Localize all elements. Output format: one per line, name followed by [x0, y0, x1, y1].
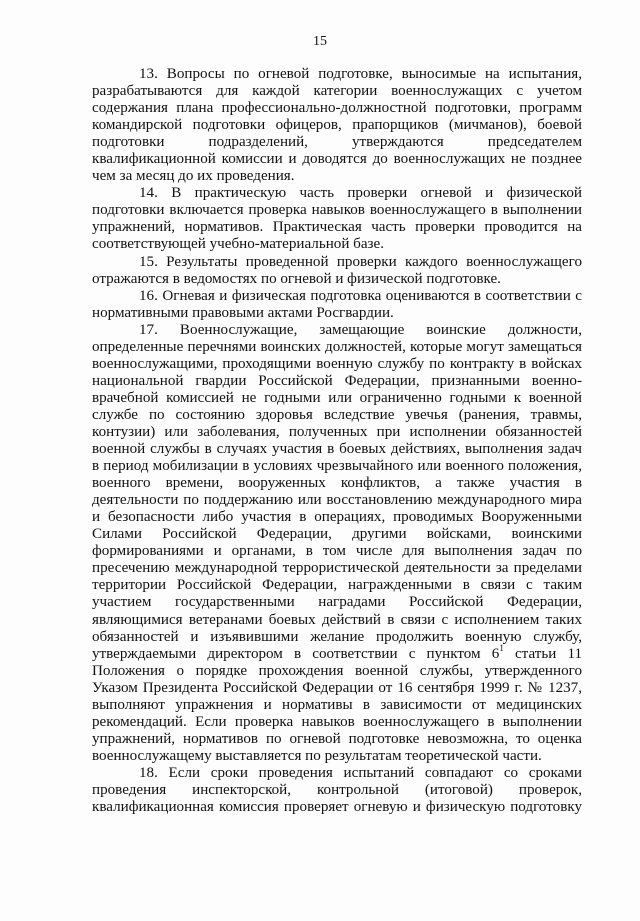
paragraph-13: 13. Вопросы по огневой подготовке, выносимые на испытания, разрабатываются для каждой категории военнослужащих с учетом содержания плана профессионально-должностной подготовки, программ командирской подготовки офицеров, прапорщиков (мичманов), боевой подготовки подразделений, утверждаются председателем квалификационной комиссии и доводятся до военнослужащих не позднее чем за месяц до их проведения.	[92, 66, 582, 185]
paragraph-14: 14. В практическую часть проверки огневой и физической подготовки включается проверка навыков военнослужащего в выполнении упражнений, нормативов. Практическая часть проверки проводится на соответствующей учебно-материальной базе.	[92, 185, 582, 253]
paragraph-15: 15. Результаты проведенной проверки каждого военнослужащего отражаются в ведомостях по огневой и физической подготовке.	[92, 253, 582, 287]
paragraph-17	[92, 322, 582, 765]
paragraph-18: 18. Если сроки проведения испытаний совпадают со сроками проведения инспекторской, контрольной (итоговой) проверок, квалификационная комиссия проверяет огневую и физическую подготовку	[92, 764, 582, 816]
paragraph-17-text-end: статьи 11 Положения о порядке прохождения военной службы, утвержденного Указом Президента Российской Федерации от 16 сентября 1999 г. № 1237, выполняют упражнения и нормативы в зависимости от медицинских рекомендаций. Если проверка навыков военнослужащего в выполнении упражнений, нормативов по огневой подготовке невозможна, то оценка военнослужащему выставляется по результатам теоретической части.	[92, 645, 582, 764]
document-body	[92, 66, 582, 816]
page-number: 15	[313, 34, 327, 49]
paragraph-17-text-start: 17. Военнослужащие, замещающие воинские должности, определенные перечнями воинских должностей, которые могут замещаться военнослужащими, проходящими военную службу по контракту в войсках национальной гвардии Российской Федерации, признанными военно-врачебной комиссией не годными или ограниченно годными к военной службе по состоянию здоровья вследствие увечья (ранения, травмы, контузии) или заболевания, полученных при исполнении обязанностей военной службы в случаях участия в боевых действиях, выполнения задач в период мобилизации в условиях чрезвычайного или военного положения, военного времени, вооруженных конфликтов, а также участия в деятельности по поддержанию или восстановлению международного мира и безопасности либо участия в операциях, проводимых Вооруженными Силами Российской Федерации, другими войсками, воинскими формированиями и органами, в том числе для выполнения задач по пресечению международной террористической деятельности за пределами территории Российской Федерации, награжденными в связи с таким участием государственными наградами Российской Федерации, являющимися ветеранами боевых действий в связи с исполнением таких обязанностей и изъявившими желание продолжить военную службу, утверждаемыми директором в соответствии с пунктом 6	[92, 321, 582, 662]
paragraph-17-superscript: 1	[499, 642, 504, 653]
paragraph-16: 16. Огневая и физическая подготовка оцениваются в соответствии с нормативными правовыми актами Росгвардии.	[92, 287, 582, 321]
